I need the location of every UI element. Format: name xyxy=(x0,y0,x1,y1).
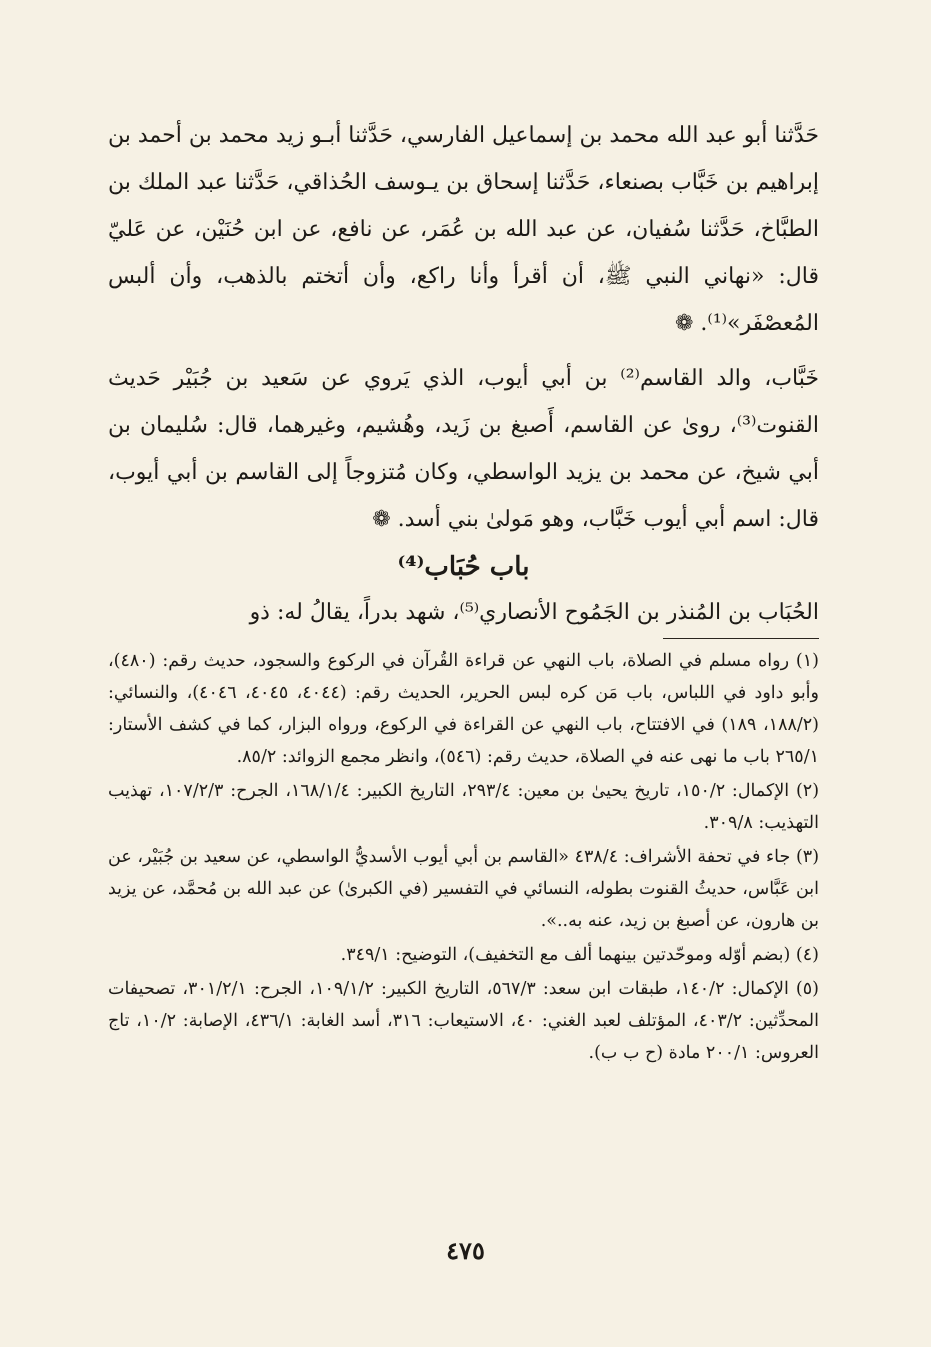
footnote: (٢) الإكمال: ١٥٠/٢، تاريخ يحيىٰ بن معين: ٢٩٣/٤، التاريخ الكبير: ١٦٨/١/٤، الجرح: ١٠٧/٢/٣، تهذيب التهذيب: ٣٠٩/٨. xyxy=(108,781,820,833)
page-number: ٤٧٥ xyxy=(446,1236,485,1265)
footnote: (٥) الإكمال: ١٤٠/٢، طبقات ابن سعد: ٥٦٧/٣، التاريخ الكبير: ١٠٩/١/٢، الجرح: ٣٠١/٢/١، تصحيفات المحدِّثين: ٤٠٣/٢، المؤتلف لعبد الغني: ٤٠، الاستيعاب: ٣١٦، أسد الغابة: ٤٣٦/١، الإصابة: ١٠/٢، تاج العروس: ٢٠٠/١ مادة (ح ب ب). xyxy=(108,979,819,1063)
biography-paragraph: خَبَّاب، والد القاسم⁽²⁾ بن أبي أيوب، الذي يَروي عن سَعيد بن جُبَيْر حَديث القنوت⁽³⁾، روىٰ عن القاسم، أَصبغ بن زَيد، وهُشيم، وغيرهما، قال: سُليمان بن أبي شيخ، عن محمد بن يزيد الواسطي، وكان مُتزوجاً إلى القاسم بن أبي أيوب، قال: اسم أبي أيوب خَبَّاب، وهو مَولىٰ بني أسد. ❁ xyxy=(108,366,820,532)
footnote: (٤) (بضم أوّله وموحّدتين بينهما ألف مع التخفيف)، التوضيح: ٣٤٩/١. xyxy=(340,945,819,965)
footnote: (١) رواه مسلم في الصلاة، باب النهي عن قراءة القُرآن في الركوع والسجود، حديث رقم: (٤٨٠)، وأبو داود في اللباس، باب مَن كره لبس الحرير، الحديث رقم: (٤٠٤٤، ٤٠٤٥، ٤٠٤٦)، والنسائي: (١٨٨/٢، ١٨٩) في الافتتاح، باب النهي عن القراءة في الركوع، ورواه البزار، كما في كشف الأستار: ٢٦٥/١ باب ما نهى عنه في الصلاة، حديث رقم: (٥٤٦)، وانظر مجمع الزوائد: ٨٥/٢. xyxy=(108,651,819,767)
section-heading: باب حُبَاب⁽⁴⁾ xyxy=(397,552,530,582)
continuation-text: الحُبَاب بن المُنذر بن الجَمُوح الأنصاري⁽⁵⁾، شهد بدراً، يقالُ له: ذو xyxy=(249,600,819,625)
hadith-paragraph: حَدَّثنا أبو عبد الله محمد بن إسماعيل الفارسي، حَدَّثنا أبـو زيد محمد بن أحمد بن إبراهيم بن خَبَّاب بصنعاء، حَدَّثنا إسحاق بن يـوسف الحُذاقي، حَدَّثنا عبد الملك بن الطبَّاخ، حَدَّثنا سُفيان، عن عبد الله بن عُمَر، عن نافع، عن ابن حُنَيْن، عن عَليّ قال: «نهاني النبي ﷺ، أن أقرأ وأنا راكع، وأن أتختم بالذهب، وأن ألبس المُعصْفَر»⁽¹⁾. ❁ xyxy=(108,123,819,336)
footnotes-list xyxy=(108,645,819,1069)
footnote-divider xyxy=(663,638,819,639)
footnote: (٣) جاء في تحفة الأشراف: ٤٣٨/٤ «القاسم بن أبي أيوب الأسديُّ الواسطي، عن سعيد بن جُبَيْر، عن ابن عَبَّاس، حديثُ القنوت بطوله، النسائي في التفسير (في الكبرىٰ) عن عبد الله بن مُحمَّد، عن يزيد بن هارون، عن أصبغ بن زيد، عنه به..». xyxy=(108,847,820,931)
